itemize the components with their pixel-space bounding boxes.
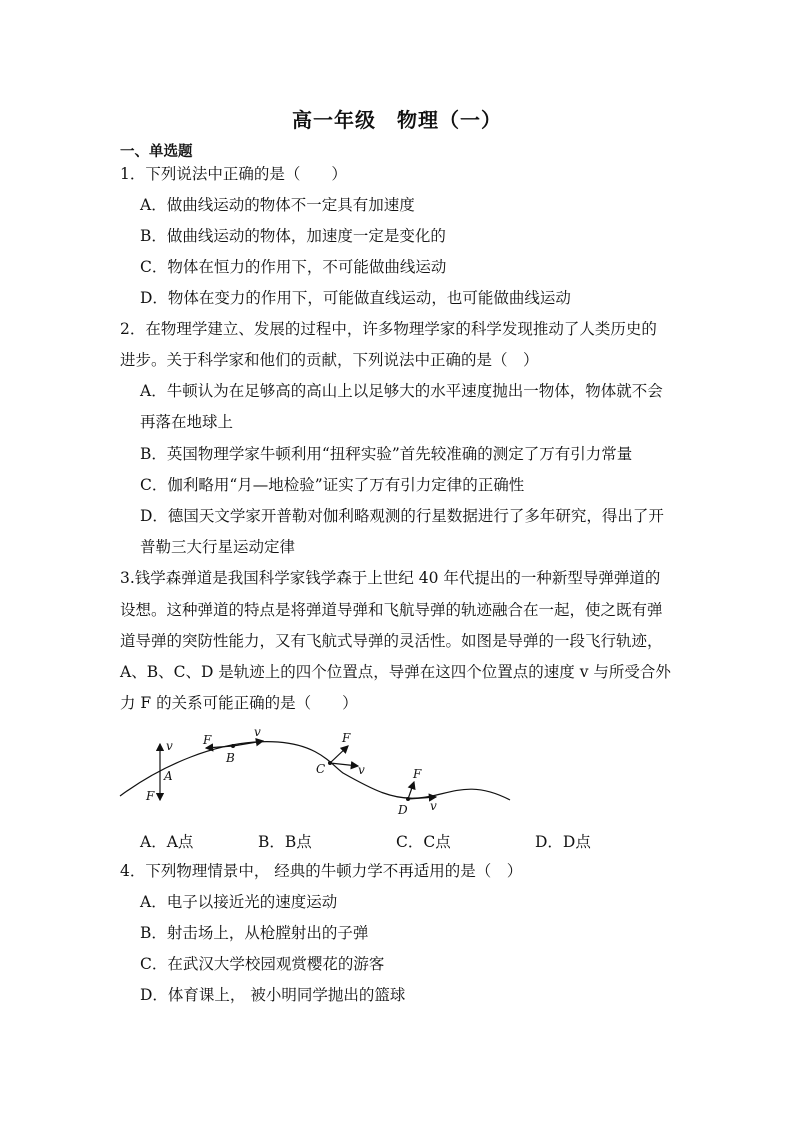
question-2-stem-line-1: 2．在物理学建立、发展的过程中，许多物理学家的科学发现推动了人类历史的 [120, 320, 657, 338]
trajectory-curve [120, 742, 510, 800]
point-a-label: A [164, 769, 173, 783]
question-3-choices [140, 830, 660, 850]
question-3-stem-line-2: 设想。这种弹道的特点是将弹道导弹和飞航导弹的轨迹融合在一起，使之既有弹 [120, 601, 663, 619]
question-2-option-d: D．德国天文学家开普勒对伽利略观测的行星数据进行了多年研究，得出了开 [140, 507, 664, 525]
question-3-stem-line-1: 3.钱学森弹道是我国科学家钱学森于上世纪 40 年代提出的一种新型导弹弹道的 [120, 569, 661, 587]
point-a-f-label: F [146, 789, 155, 803]
point-b-label: B [226, 751, 235, 765]
question-1-option-c: C．物体在恒力的作用下，不可能做曲线运动 [140, 258, 447, 276]
point-c-v-label: v [358, 763, 365, 777]
question-3-choice-d: D．D点 [535, 833, 591, 851]
point-c-f-arrow [330, 746, 348, 763]
question-2-option-a-cont: 再落在地球上 [140, 413, 234, 431]
point-b-f-label: F [203, 733, 212, 747]
point-a-v-label: v [166, 739, 173, 753]
question-4-option-a: A．电子以接近光的速度运动 [140, 893, 338, 911]
question-4-option-c: C．在武汉大学校园观赏樱花的游客 [140, 955, 385, 973]
question-1-option-a: A．做曲线运动的物体不一定具有加速度 [140, 196, 415, 214]
section-heading: 一、单选题 [120, 143, 193, 160]
point-b-v-label: v [254, 725, 261, 739]
point-d-f-label: F [413, 767, 422, 781]
question-3-stem-line-3: 道导弹的突防性能力，又有飞航式导弹的灵活性。如图是导弹的一段飞行轨迹， [120, 632, 663, 650]
question-2-option-b: B．英国物理学家牛顿利用“扭秤实验”首先较准确的测定了万有引力常量 [140, 445, 633, 463]
question-4-stem: 4．下列物理情景中， 经典的牛顿力学不再适用的是（ ） [120, 862, 523, 880]
point-d-v-label: v [430, 799, 437, 813]
point-d-label: D [398, 803, 408, 817]
question-2-option-a: A．牛顿认为在足够高的高山上以足够大的水平速度抛出一物体，物体就不会 [140, 382, 663, 400]
question-3-stem-line-4: A、B、C、D 是轨迹上的四个位置点，导弹在这四个位置点的速度 v 与所受合外 [120, 663, 671, 681]
question-2-option-c: C．伽利略用“月—地检验”证实了万有引力定律的正确性 [140, 476, 525, 494]
question-3-choice-a: A．A点 [140, 833, 194, 851]
question-1-option-b: B．做曲线运动的物体，加速度一定是变化的 [140, 227, 446, 245]
question-4-option-d: D．体育课上， 被小明同学抛出的篮球 [140, 986, 406, 1004]
question-2-option-d-cont: 普勒三大行星运动定律 [140, 538, 296, 556]
question-2-stem-line-2: 进步。关于科学家和他们的贡献，下列说法中正确的是（ ） [120, 351, 539, 369]
question-3-stem-line-5: 力 F 的关系可能正确的是（ ） [120, 694, 358, 712]
question-1-stem: 1．下列说法中正确的是（ ） [120, 165, 347, 183]
question-3-choice-c: C．C点 [396, 833, 451, 851]
page-title: 高一年级 物理（一） [292, 108, 502, 132]
point-d-f-arrow [408, 782, 414, 799]
question-1-option-d: D．物体在变力的作用下，可能做直线运动，也可能做曲线运动 [140, 289, 571, 307]
question-3-choice-b: B．B点 [258, 833, 312, 851]
point-c-f-label: F [342, 731, 351, 745]
trajectory-diagram [118, 725, 518, 817]
point-c-label: C [316, 762, 326, 776]
question-4-option-b: B．射击场上，从枪膛射出的子弹 [140, 924, 369, 942]
